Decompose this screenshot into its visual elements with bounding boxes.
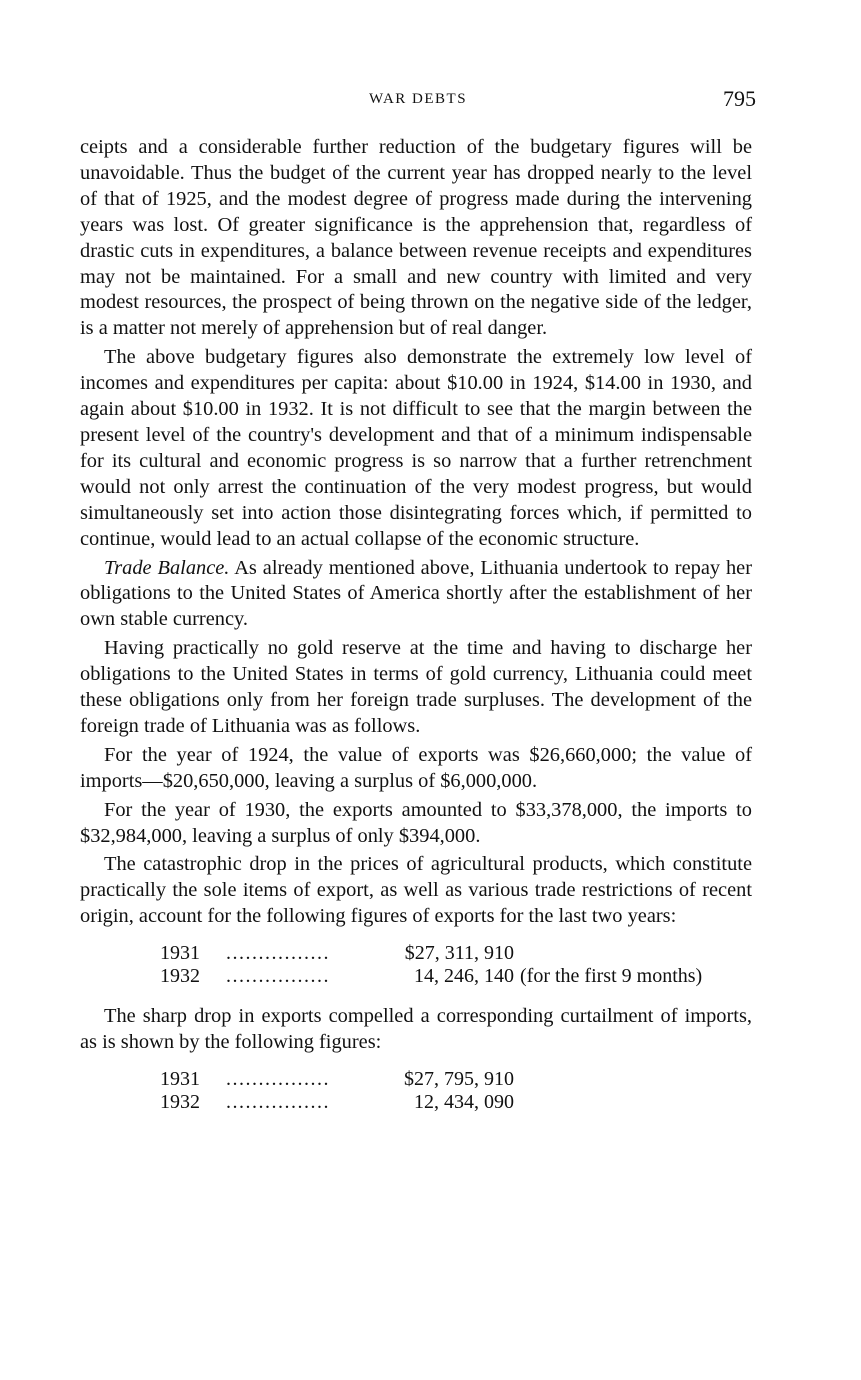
imports-year: 1931 [160,1068,200,1090]
exports-value: 14, 246, 140 [414,965,514,988]
trade-balance-heading: Trade Balance. [104,556,230,579]
exports-value: $27, 311, 910 [404,942,514,965]
exports-table [160,942,752,988]
trade-balance-text: As already mentioned above, Lithuania undertook to repay her obligations to the United States of America shortly after the establishment of her own stable currency. [80,556,753,631]
paragraph-budget-continuation: ceipts and a considerable further reduction of the budgetary figures will be unavoidable. Thus the budget of the current year has dropped nearly to the level of that of 1925, and the modest degree of progress made during the intervening years was lost. Of greater significance is the apprehension that, regardless of drastic cuts in expenditures, a balance between revenue receipts and expenditures may not be maintained. For a small and new country with limited and very modest resources, the prospect of being thrown on the negative side of the ledger, is a matter not merely of apprehension but of real danger. [80,136,752,340]
exports-note: (for the first 9 months) [520,965,703,988]
paragraph-gold-reserve: Having practically no gold reserve at the time and having to discharge her obligations to the United States in terms of gold currency, Lithuania could meet these obligations only from her foreign trade surpluses. The development of the foreign trade of Lithuania was as follows. [80,637,752,737]
page-number: 795 [723,86,756,111]
leader-dots: ................ [226,1091,330,1113]
running-title: WAR DEBTS [368,91,468,107]
leader-dots: ................ [226,1068,330,1090]
exports-year: 1932 [160,965,200,988]
leader-dots: ................ [226,942,330,965]
paragraph-imports-intro: The sharp drop in exports compelled a corresponding curtailment of imports, as is shown by the following figures: [80,1005,752,1054]
imports-value: 12, 434, 090 [414,1091,514,1113]
leader-dots: ................ [226,965,330,988]
paragraph-price-drop: The catastrophic drop in the prices of agricultural products, which constitute practically the sole items of export, as well as various trade restrictions of recent origin, account for the following figures of exports for the last two years: [80,853,752,928]
imports-row-1931 [160,1068,752,1091]
paragraph-1930: For the year of 1930, the exports amounted to $33,378,000, the imports to $32,984,000, leaving a surplus of only $394,000. [80,798,752,847]
body-text [80,135,752,1130]
exports-year: 1931 [160,942,200,965]
running-head [80,86,756,114]
imports-value: $27, 795, 910 [404,1068,514,1090]
paragraph-per-capita: The above budgetary figures also demonstrate the extremely low level of incomes and expenditures per capita: about $10.00 in 1924, $14.00 in 1930, and again about $10.00 in 1932. It is not difficult to see that the margin between the present level of the country's development and that of a minimum indispensable for its cultural and economic progress is so narrow that a further retrenchment would not only arrest the continuation of the very modest progress, but would simultaneously set into action those disintegrating forces which, if permitted to continue, would lead to an actual collapse of the economic structure. [80,346,752,550]
imports-table [160,1068,752,1114]
exports-row-1932 [160,965,752,988]
imports-year: 1932 [160,1091,200,1113]
paragraph-trade-balance [80,556,752,634]
exports-row-1931 [160,942,752,965]
imports-row-1932 [160,1091,752,1114]
paragraph-1924: For the year of 1924, the value of exports was $26,660,000; the value of imports—$20,650,000, leaving a surplus of $6,000,000. [80,743,752,792]
